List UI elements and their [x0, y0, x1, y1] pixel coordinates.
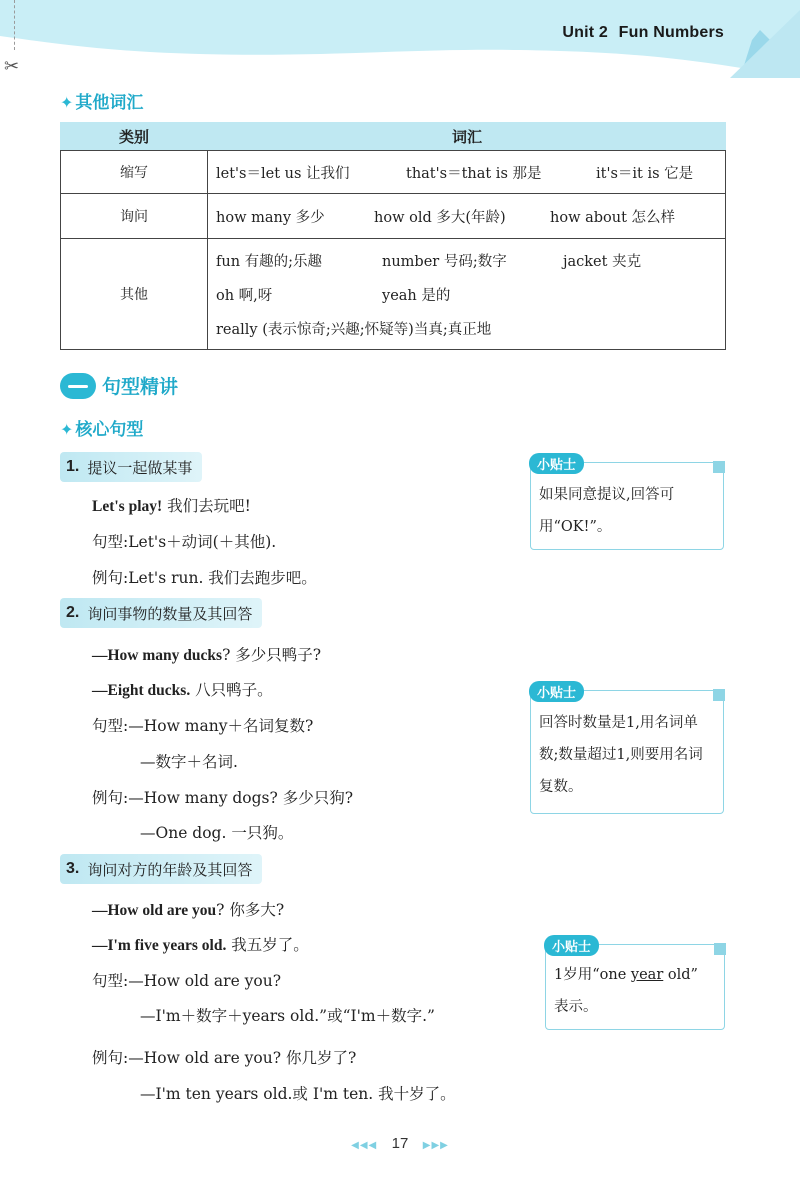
vocab-word: let's＝let us 让我们: [216, 165, 350, 182]
vocab-word: really (表示惊奇;兴趣;怀疑等)当真;真正地: [216, 322, 492, 338]
tip-text: 回答时数量是1,用名词单数;数量超过1,则要用名词复数。: [539, 715, 703, 795]
page-number: 17: [391, 1135, 409, 1152]
vocab-category: 缩写: [61, 151, 208, 193]
tip-text: 如果同意提议,回答可用“OK!”。: [539, 487, 675, 535]
pattern-line: 句型:Let's＋动词(＋其他).: [92, 533, 277, 551]
tip-box: [545, 940, 725, 1030]
col-words: 词汇: [451, 128, 482, 146]
vocab-word: fun 有趣的;乐趣: [216, 254, 323, 270]
sample-line: 例句:—How old are you? 你几岁了?: [92, 1049, 357, 1067]
unit-title: [556, 24, 724, 42]
unit-label: Unit 2: [562, 24, 609, 41]
unit-name: Fun Numbers: [618, 24, 724, 41]
vocab-row: [61, 150, 725, 193]
vocab-table-header: [60, 122, 726, 150]
pattern-line: 句型:—How old are you?: [92, 972, 282, 990]
tip-label: 小贴士: [529, 681, 584, 702]
tip-box: [530, 686, 724, 814]
pattern-heading: 2. 询问事物的数量及其回答: [60, 598, 262, 628]
vocab-word: how about 怎么样: [550, 209, 676, 226]
vocab-word: number 号码;数字: [382, 254, 507, 270]
vocab-row: [61, 193, 725, 238]
vocab-word: that's＝that is 那是: [406, 165, 542, 182]
answer-line: —I'm five years old. 我五岁了。: [92, 936, 309, 954]
vocab-word: how old 多大(年龄): [374, 209, 506, 226]
tip-label: 小贴士: [544, 935, 599, 956]
vocab-category: 询问: [61, 194, 208, 238]
vocab-word: it's＝it is 它是: [596, 165, 694, 182]
question-line: —How many ducks? 多少只鸭子?: [92, 646, 322, 664]
pattern-line: —I'm＋数字＋years old.”或“I'm＋数字.”: [140, 1007, 435, 1025]
cut-line: [14, 0, 15, 50]
vocab-word: jacket 夹克: [563, 254, 642, 270]
sample-line: —One dog. 一只狗。: [140, 824, 294, 842]
scissors-icon: ✂: [4, 56, 20, 77]
example-line: Let's play! 我们去玩吧!: [92, 497, 251, 515]
right-arrows-icon: ▶▶▶: [422, 1140, 449, 1151]
section-title: 句型精讲: [60, 372, 178, 399]
pattern-heading: 3. 询问对方的年龄及其回答: [60, 854, 262, 884]
question-line: —How old are you? 你多大?: [92, 901, 285, 919]
pattern-line: —数字＋名词.: [140, 753, 238, 771]
vocab-word: oh 啊,呀: [216, 288, 273, 304]
vocab-table: [60, 122, 726, 350]
col-category: 类别: [118, 128, 149, 146]
diamond-icon: ✦: [60, 420, 74, 439]
other-vocab-heading: ✦ 其他词汇: [60, 93, 144, 113]
tip-box: [530, 458, 724, 550]
vocab-word: yeah 是的: [382, 288, 451, 304]
page-footer: [0, 1135, 800, 1153]
answer-line: —Eight ducks. 八只鸭子。: [92, 681, 273, 699]
diamond-icon: ✦: [60, 93, 74, 112]
pattern-heading: 1. 提议一起做某事: [60, 452, 202, 482]
left-arrows-icon: ◀◀◀: [351, 1140, 378, 1151]
vocab-word: how many 多少: [216, 209, 325, 226]
tip-label: 小贴士: [529, 453, 584, 474]
sample-line: 例句:—How many dogs? 多少只狗?: [92, 789, 354, 807]
vocab-category: 其他: [61, 239, 208, 349]
section-badge-icon: [60, 373, 96, 399]
tip-text: 1岁用“one year old” 表示。: [554, 967, 698, 1015]
core-sentence-heading: ✦ 核心句型: [60, 420, 144, 440]
sample-line: 例句:Let's run. 我们去跑步吧。: [92, 569, 317, 587]
sample-line: —I'm ten years old.或 I'm ten. 我十岁了。: [140, 1085, 456, 1103]
pattern-line: 句型:—How many＋名词复数?: [92, 717, 314, 735]
vocab-row: [61, 238, 725, 349]
